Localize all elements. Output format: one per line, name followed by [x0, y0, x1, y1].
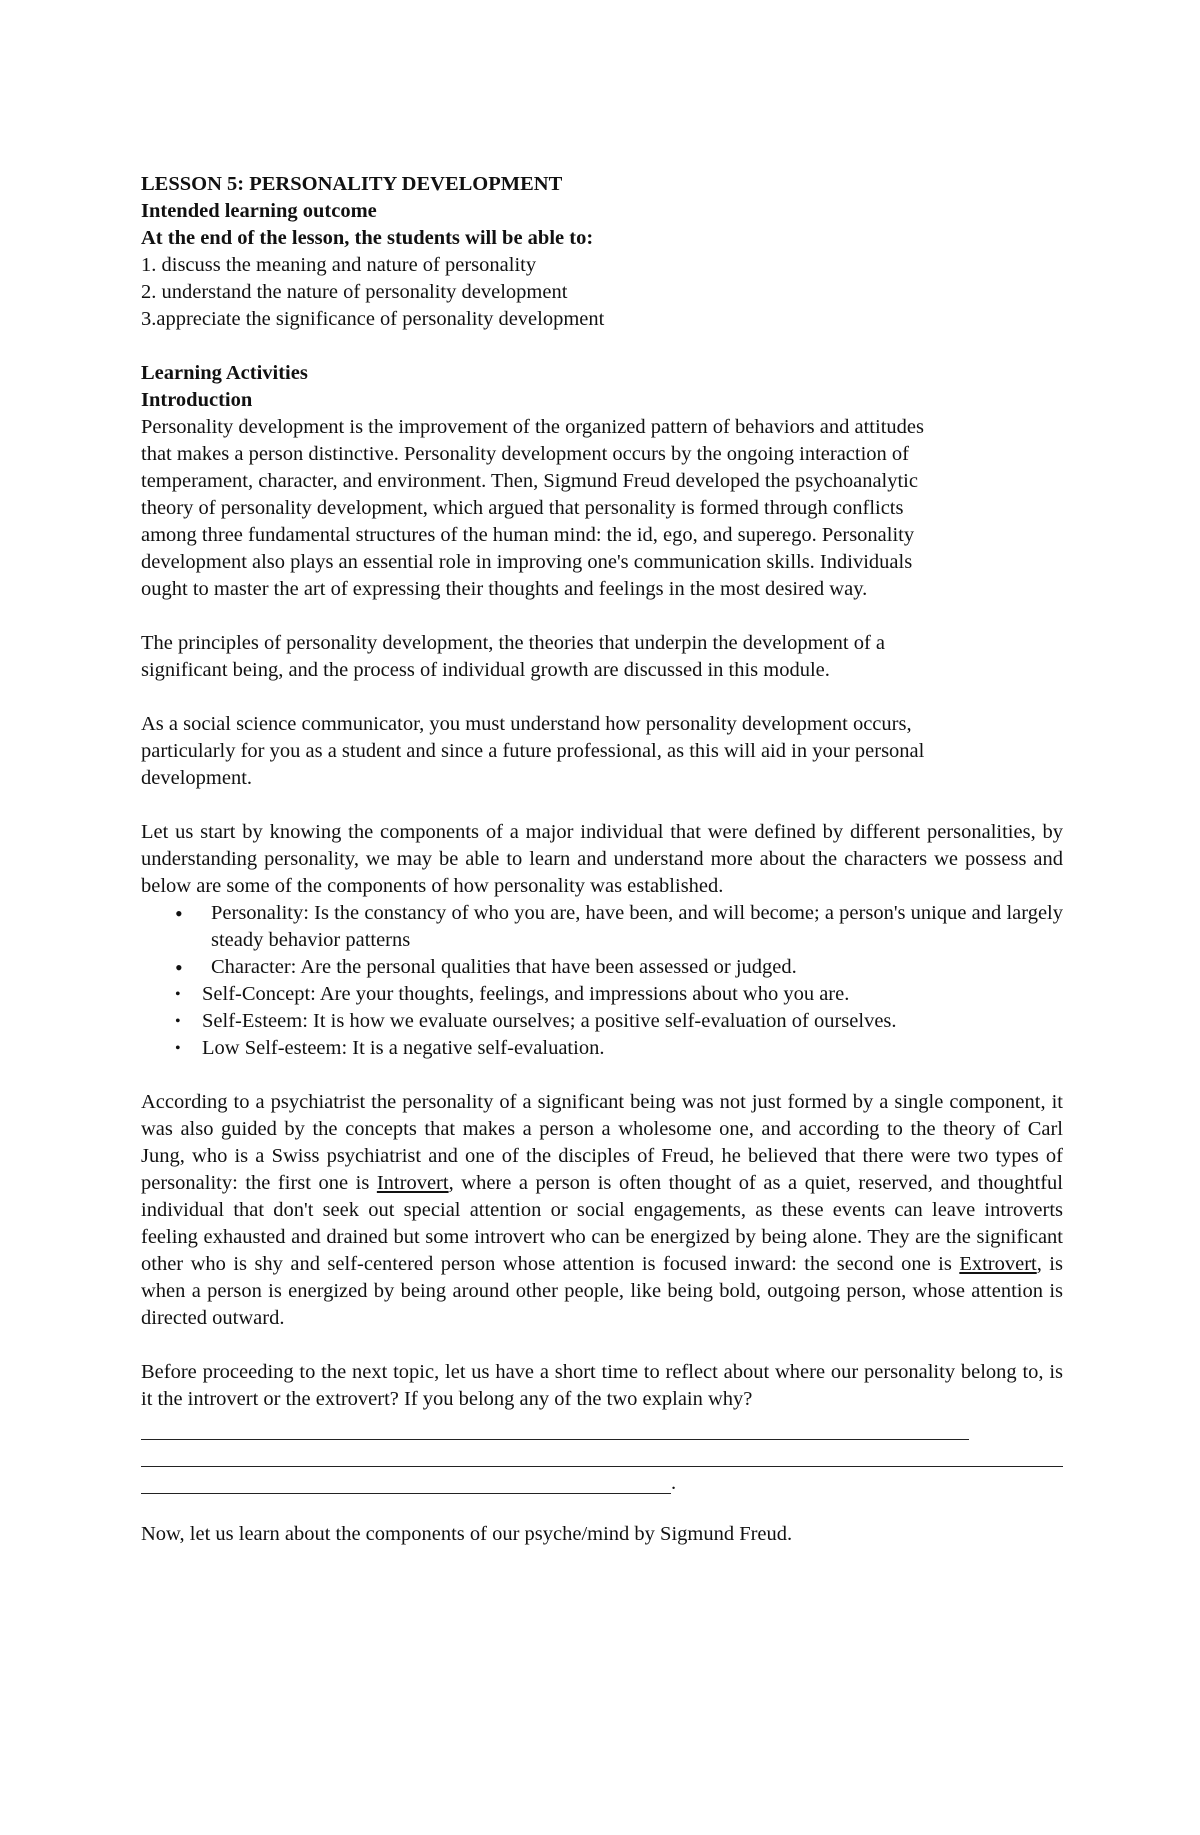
- lesson-title: LESSON 5: PERSONALITY DEVELOPMENT: [141, 173, 563, 195]
- principles-paragraph: [141, 630, 1063, 684]
- list-item: [141, 981, 1063, 1008]
- communicator-line: particularly for you as a student and since a future professional, as this will aid in your personal: [141, 740, 925, 762]
- list-item: [141, 954, 1063, 981]
- component-text: Self-Esteem: It is how we evaluate ourselves; a positive self-evaluation of ourselves.: [202, 1010, 897, 1032]
- objective-item: 1. discuss the meaning and nature of personality: [141, 254, 537, 276]
- objective-item: 3.appreciate the significance of personality development: [141, 308, 605, 330]
- bullet-icon: •: [175, 1040, 181, 1057]
- answer-line[interactable]: [141, 1467, 671, 1494]
- objective-item: 2. understand the nature of personality development: [141, 281, 568, 303]
- answer-area[interactable]: [141, 1413, 1063, 1494]
- list-item: [141, 900, 1063, 954]
- answer-line[interactable]: [141, 1440, 1063, 1467]
- component-text: Low Self-esteem: It is a negative self-evaluation.: [202, 1037, 605, 1059]
- components-intro-paragraph: Let us start by knowing the components of a major individual that were defined by different personalities, by understanding personality, we may be able to learn and understand more about the characters we possess and below are some of the components of how personality was established.: [141, 821, 1063, 897]
- closing-sentence: Now, let us learn about the components of our psyche/mind by Sigmund Freud.: [141, 1523, 793, 1545]
- answer-period: .: [671, 1472, 677, 1494]
- outcome-heading: Intended learning outcome: [141, 200, 377, 222]
- bullet-icon: •: [175, 1013, 181, 1030]
- bullet-icon: •: [175, 901, 183, 926]
- answer-line-row: [141, 1467, 1063, 1494]
- list-item: [141, 1008, 1063, 1035]
- lesson-page: [141, 171, 1063, 1548]
- component-text: Character: Are the personal qualities that have been assessed or judged.: [211, 956, 797, 978]
- intro-line: ought to master the art of expressing their thoughts and feelings in the most desired way.: [141, 578, 868, 600]
- reflection-prompt: Before proceeding to the next topic, let us have a short time to reflect about where our personality belong to, is it the introvert or the extrovert? If you belong any of the two explain why?: [141, 1361, 1063, 1410]
- components-list: [141, 900, 1063, 1062]
- communicator-paragraph: [141, 711, 1063, 792]
- component-text: Personality: Is the constancy of who you are, have been, and will become; a person's unique and largely steady behavior patterns: [211, 902, 1063, 951]
- introvert-term: Introvert: [376, 1172, 449, 1194]
- objectives-intro: At the end of the lesson, the students will be able to:: [141, 227, 594, 249]
- bullet-icon: •: [175, 986, 181, 1003]
- intro-line: theory of personality development, which argued that personality is formed through conflicts: [141, 497, 904, 519]
- bullet-icon: •: [175, 955, 183, 980]
- introduction-heading: Introduction: [141, 389, 253, 411]
- intro-line: that makes a person distinctive. Personality development occurs by the ongoing interaction of: [141, 443, 909, 465]
- jung-text: , where a person is often thought of as a quiet, reserved, and thoughtful individual that don't seek out special attention or social engagements, as these events can leave introverts feeling exhausted and drained but some introvert who can be energized by being alone. They are the significant other who is shy and self-centered person whose attention is focused inward: the second one is: [141, 1172, 1064, 1275]
- intro-line: temperament, character, and environment. Then, Sigmund Freud developed the psychoanalytic: [141, 470, 918, 492]
- communicator-line: As a social science communicator, you must understand how personality development occurs,: [141, 713, 912, 735]
- principles-line: significant being, and the process of individual growth are discussed in this module.: [141, 659, 830, 681]
- extrovert-term: Extrovert: [959, 1253, 1037, 1275]
- communicator-line: development.: [141, 767, 253, 789]
- component-text: Self-Concept: Are your thoughts, feelings, and impressions about who you are.: [202, 983, 850, 1005]
- principles-line: The principles of personality development, the theories that underpin the development of a: [141, 632, 886, 654]
- jung-paragraph: [141, 1089, 1063, 1332]
- jung-text: , is when a person is energized by being around other people, like being bold, outgoing person, whose attention is directed outward.: [141, 1253, 1063, 1329]
- intro-line: among three fundamental structures of the human mind: the id, ego, and superego. Personality: [141, 524, 915, 546]
- intro-line: development also plays an essential role in improving one's communication skills. Individuals: [141, 551, 913, 573]
- answer-line[interactable]: [141, 1413, 969, 1440]
- intro-paragraph: [141, 414, 1063, 603]
- jung-text: According to a psychiatrist the personality of a significant being was not just formed by a single component, it was also guided by the concepts that makes a person a wholesome one, and according to the theory of Carl Jung, who is a Swiss psychiatrist and one of the disciples of Freud, he believed that there were two types of personality: the first one is: [141, 1091, 1063, 1194]
- intro-line: Personality development is the improvement of the organized pattern of behaviors and attitudes: [141, 416, 924, 438]
- activities-heading: Learning Activities: [141, 362, 308, 384]
- list-item: [141, 1035, 1063, 1062]
